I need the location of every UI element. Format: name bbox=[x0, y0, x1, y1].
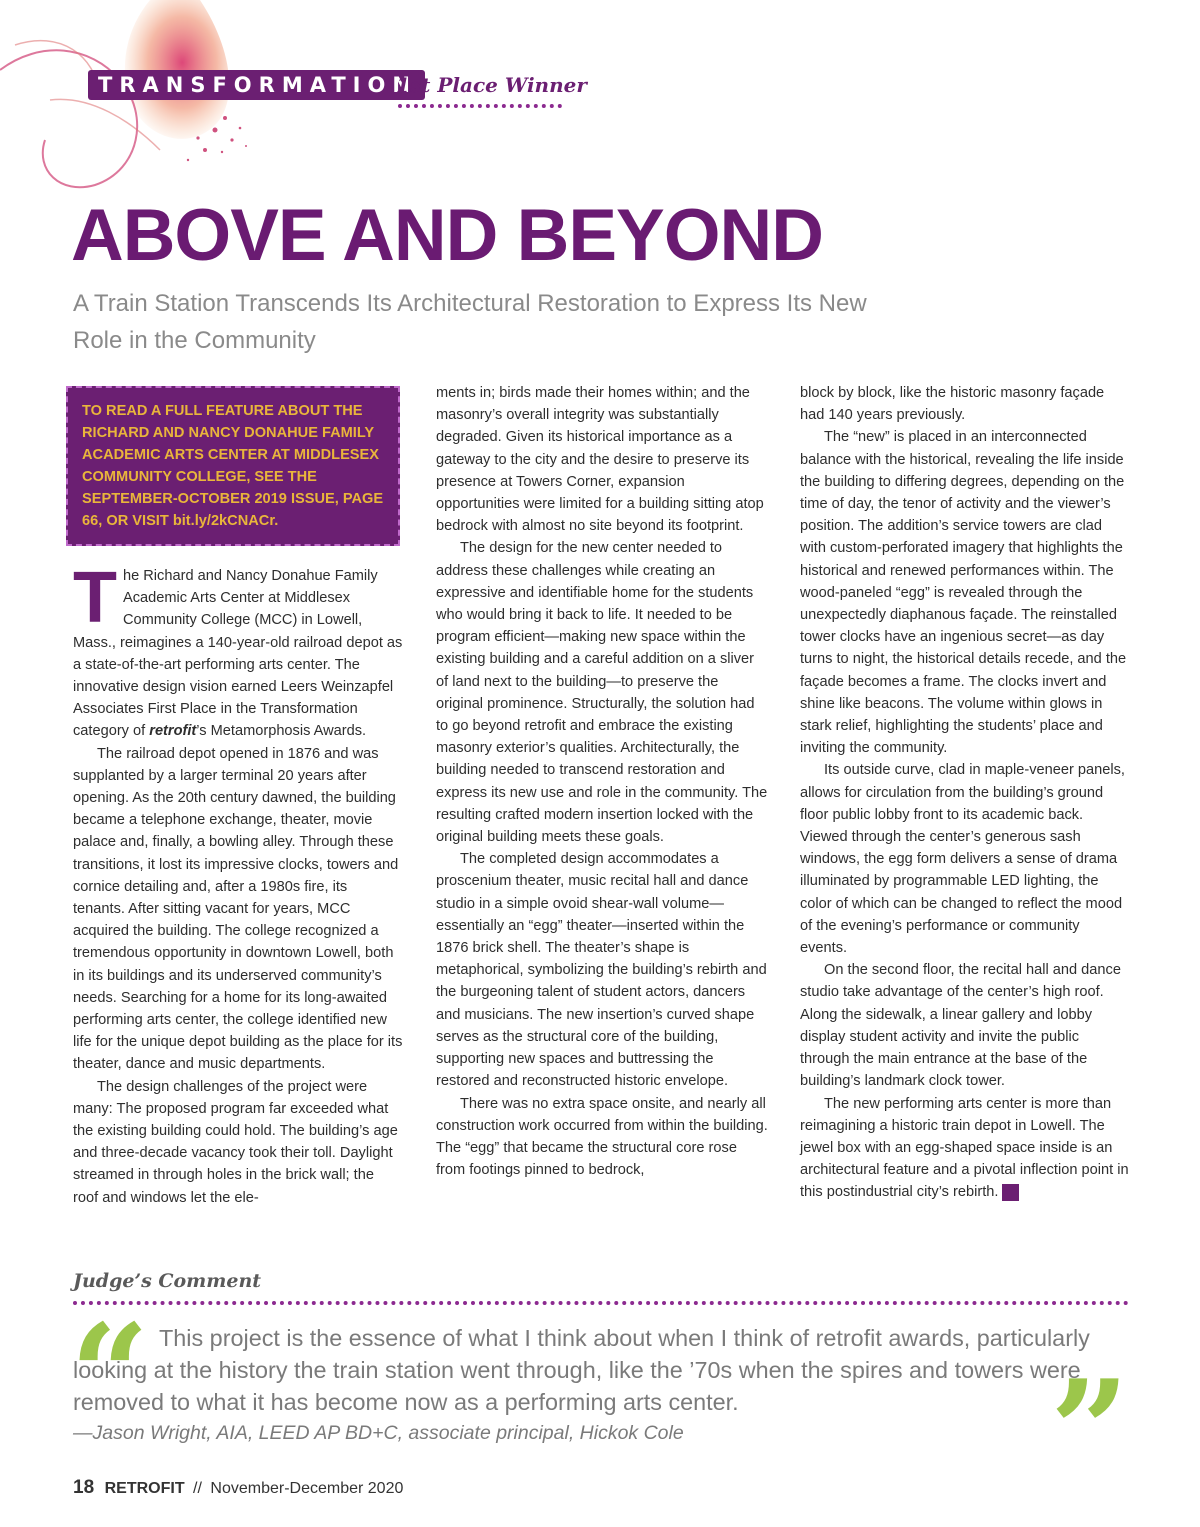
award-tag: 1st Place Winner bbox=[396, 73, 587, 97]
body-paragraph: Its outside curve, clad in maple-veneer panels, allows for circulation from the building’s ground floor public lobby front to its academic back. Viewed through the center’s generous sash windows, the egg form delivers a sense of drama illuminated by programmable LED lighting, the color of which can be changed to reflect the mood of the evening’s performance or community events. bbox=[800, 762, 1125, 957]
article-column-2 bbox=[436, 382, 768, 1181]
body-paragraph: On the second floor, the recital hall and dance studio take advantage of the center’s high roof. Along the sidewalk, a linear gallery and lobby display student activity and invite the public through the main entrance at the base of the building’s landmark clock tower. bbox=[800, 962, 1121, 1090]
lead-paragraph bbox=[73, 558, 403, 743]
retrofit-brand-text: retrofit bbox=[149, 723, 197, 740]
end-of-story-icon: ◤ bbox=[1002, 1184, 1019, 1201]
body-paragraph: block by block, like the historic masonry façade had 140 years previously. bbox=[800, 385, 1105, 424]
issue-date: November-December 2020 bbox=[210, 1480, 404, 1497]
closing-text: The new performing arts center is more than reimagining a historic train depot in Lowell. The jewel box with an egg-shaped space inside is an architectural feature and a pivotal inflection point in this postindustrial city’s rebirth. bbox=[800, 1095, 1129, 1201]
article-column-1 bbox=[73, 558, 403, 1209]
lead-text-after: ’s Metamorphosis Awards. bbox=[196, 723, 367, 740]
magazine-name: RETROFIT bbox=[104, 1480, 185, 1497]
body-paragraph: The “new” is placed in an interconnected balance with the historical, revealing the life inside the building to differing degrees, depending on the time of day, the tenor of activity and the viewer’s position. The addition’s service towers are clad with custom-perforated imagery that highlights the historical and renewed performances within. The wood-paneled “egg” is revealed through the unexpectedly diaphanous façade. The reinstalled tower clocks have an ingenious secret—as day turns to night, the historical details recede, and the façade becomes a frame. The clocks invert and shine like beacons. The volume within glows in stark relief, highlighting the students’ place and inviting the community. bbox=[800, 429, 1127, 757]
close-quote-icon: ” bbox=[1050, 1349, 1130, 1512]
page-number: 18 bbox=[73, 1477, 95, 1498]
quote-attribution: —Jason Wright, AIA, LEED AP BD+C, associate principal, Hickok Cole bbox=[73, 1422, 684, 1444]
body-paragraph: ments in; birds made their homes within; and the masonry’s overall integrity was substantially degraded. Given its historical importance as a gateway to the city and the desire to preserve its presence at Towers Corner, expansion opportunities were limited for a building sitting atop bedrock with almost no site beyond its footprint. bbox=[436, 385, 764, 535]
judge-quote: This project is the essence of what I think about when I think of retrofit awards, particularly looking at the history the train station went through, like the ’70s when the spires and towers were removed to what it has become now as a performing arts center. bbox=[73, 1325, 1090, 1415]
body-paragraph: The design challenges of the project were many: The proposed program far exceeded what the existing building could hold. The building’s age and three-decade vacancy took their toll. Daylight streamed in through holes in the brick wall; the roof and windows let the ele- bbox=[73, 1078, 398, 1206]
open-quote-icon: “ bbox=[70, 1293, 150, 1456]
body-paragraph: The design for the new center needed to address these challenges while creating an expressive and identifiable home for the students who would bring it back to life. It needed to be program efficient—making new space within the existing building and a careful addition on a sliver of land next to the building—to preserve the original prominence. Structurally, the solution had to go beyond retrofit and embrace the existing masonry exterior’s qualities. Architecturally, the building needed to transcend restoration and express its new use and role in the community. The resulting crafted modern insertion locked with the original building meets these goals. bbox=[436, 540, 768, 846]
comment-dotted-rule bbox=[73, 1301, 1129, 1305]
article-column-3 bbox=[800, 382, 1130, 1204]
drop-cap: T bbox=[73, 558, 117, 638]
judges-comment-label: Judge’s Comment bbox=[73, 1270, 262, 1292]
footer-separator: // bbox=[193, 1480, 202, 1497]
headline: ABOVE AND BEYOND bbox=[71, 195, 823, 276]
page-footer bbox=[73, 1477, 403, 1499]
award-dotted-rule bbox=[398, 104, 562, 108]
closing-paragraph bbox=[800, 1093, 1130, 1204]
lead-text-before: he Richard and Nancy Donahue Family Academic Arts Center at Middlesex Community College (MCC) in Lowell, Mass., reimagines a 140-year-old railroad depot as a state-of-the-art performing arts center. The innovative design vision earned Leers Weinzapfel Associates First Place in the Transformation category of bbox=[73, 568, 403, 740]
body-paragraph: The completed design accommodates a proscenium theater, music recital hall and dance studio in a simple ovoid shear-wall volume—essentially an “egg” theater—inserted within the 1876 brick shell. The theater’s shape is metaphorical, symbolizing the building’s rebirth and the burgeoning talent of student actors, dancers and musicians. The new insertion’s curved shape serves as the structural core of the building, supporting new spaces and buttressing the restored and reconstructed historic envelope. bbox=[436, 851, 767, 1090]
body-paragraph: The railroad depot opened in 1876 and was supplanted by a larger terminal 20 years after opening. As the 20th century dawned, the building became a telephone exchange, theater, movie palace and, finally, a bowling alley. Through these transitions, it lost its impressive clocks, towers and cornice detailing and, after a 1980s fire, its tenants. After sitting vacant for years, MCC acquired the building. The college recognized a tremendous opportunity in downtown Lowell, both in its buildings and its underserved community’s needs. Searching for a home for its long-awaited performing arts center, the college identified new life for the unique depot building as the place for its theater, dance and music departments. bbox=[73, 745, 403, 1073]
body-paragraph: There was no extra space onsite, and nearly all construction work occurred from within the building. The “egg” that became the structural core rose from footings pinned to bedrock, bbox=[436, 1095, 768, 1179]
deck-subtitle: A Train Station Transcends Its Architectural Restoration to Express Its New Role in the Community bbox=[73, 290, 867, 354]
section-tag: TRANSFORMATION bbox=[88, 70, 425, 100]
read-more-callout: TO READ A FULL FEATURE ABOUT THE RICHARD AND NANCY DONAHUE FAMILY ACADEMIC ARTS CENTER AT MIDDLESEX COMMUNITY COLLEGE, SEE THE SEPTEMBER-OCTOBER 2019 ISSUE, PAGE 66, OR VISIT bit.ly/2kCNACr. bbox=[66, 386, 400, 546]
